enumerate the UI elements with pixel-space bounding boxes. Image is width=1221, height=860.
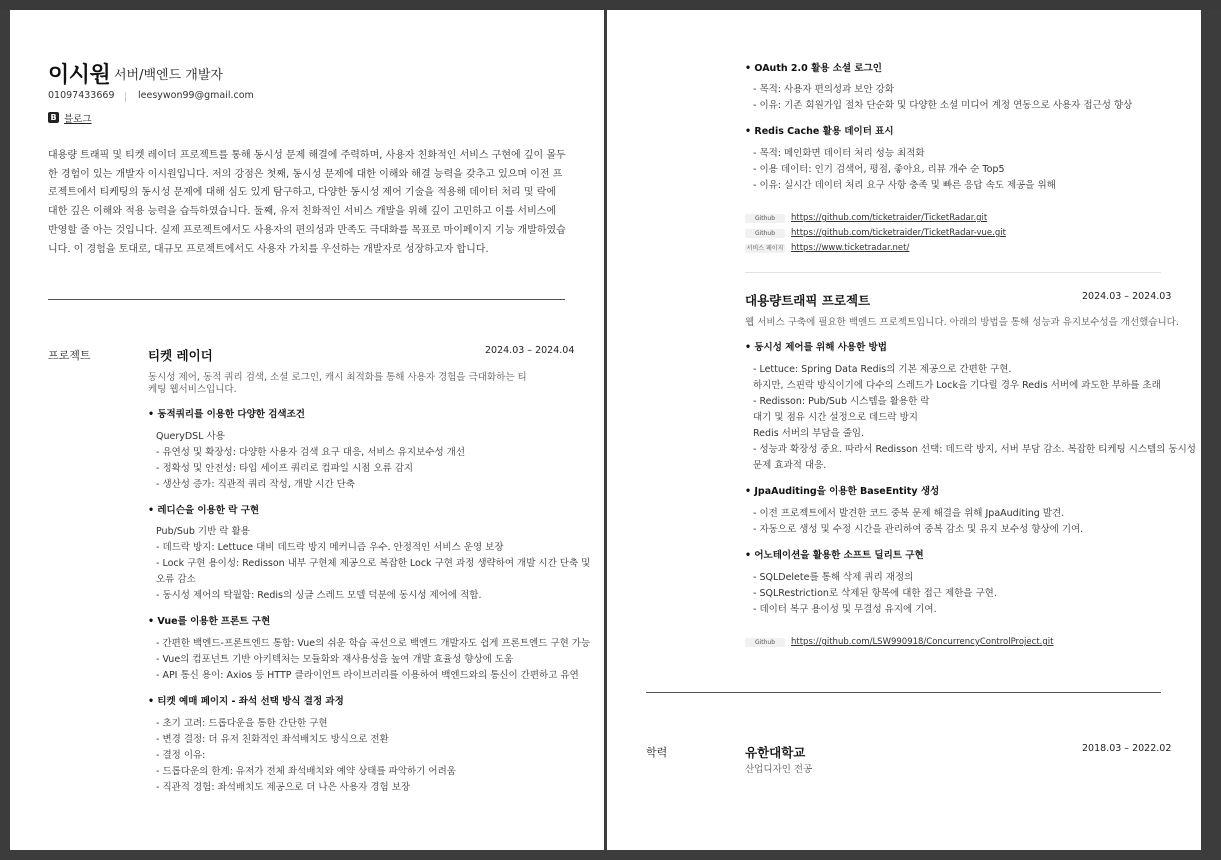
blog-link[interactable]: 블로그 [64, 114, 92, 125]
section-divider [646, 692, 1161, 693]
feature-line: Pub/Sub 기반 락 활용 [156, 526, 250, 537]
feature-line: - Lock 구현 용이성: Redisson 내부 구현체 제공으로 복잡한 Lock 구현 과정 생략하여 개발 시간 단축 및 [156, 558, 591, 569]
feature-line: - 목적: 사용자 편의성과 보안 강화 [753, 84, 895, 95]
feature-line: - 드롭다운의 한계: 유저가 전체 좌석배치와 예약 상태를 파악하기 어려움 [156, 766, 456, 777]
feature-line: - 직관적 경험: 좌석배치도 제공으로 더 나은 사용자 경험 보장 [156, 782, 411, 793]
feature-line: - 간편한 백엔드-프론트엔드 통합: Vue의 쉬운 학습 곡선으로 백엔드 개발자도 쉽게 프론트엔드 구현 가능 [156, 638, 591, 649]
feature-heading: • 동시성 제어를 위해 사용한 방법 [745, 342, 887, 353]
feature-line: - 동시성 제어의 탁월함: Redis의 싱글 스레드 모델 덕분에 동시성 제어에 적합. [156, 590, 482, 601]
feature-line: - 결정 이유: [156, 750, 206, 761]
feature-heading: • 동적쿼리를 이용한 다양한 검색조건 [148, 409, 305, 420]
profile-email[interactable]: leesywon99@gmail.com [138, 90, 254, 101]
feature-line: - 이용 데이터: 인기 검색어, 평점, 좋아요, 리뷰 개수 순 Top5 [753, 164, 1005, 175]
profile-phone: 01097433669 [48, 90, 115, 101]
feature-heading: • Redis Cache 활용 데이터 표시 [745, 126, 894, 137]
project-date: 2024.03 – 2024.03 [1082, 291, 1172, 302]
feature-heading: • JpaAuditing을 이용한 BaseEntity 생성 [745, 486, 940, 497]
feature-line: 하지만, 스핀락 방식이기에 다수의 스레드가 Lock을 기다릴 경우 Redis 서버에 과도한 부하를 초래 [753, 380, 1161, 391]
feature-heading: • OAuth 2.0 활용 소셜 로그인 [745, 63, 882, 74]
project-description: 동시성 제어, 동적 쿼리 검색, 소셜 로그인, 캐시 최적화를 통해 사용자 경험을 극대화하는 티케팅 웹서비스입니다. [148, 372, 527, 395]
project-description: 웹 서비스 구축에 필요한 백엔드 프로젝트입니다. 아래의 방법을 통해 성능과 유지보수성을 개선했습니다. [745, 317, 1179, 328]
resume-page-1 [10, 10, 604, 850]
section-divider [48, 299, 565, 300]
feature-line: 대기 및 점유 시간 설정으로 데드락 방지 [753, 412, 918, 423]
feature-heading: • 티켓 예매 페이지 - 좌석 선택 방식 결정 과정 [148, 696, 344, 707]
section-label-education: 학력 [646, 746, 668, 759]
feature-line: QueryDSL 사용 [156, 431, 225, 442]
feature-line: 문제 효과적 대응. [753, 460, 827, 471]
link-tag: 서비스 페이지 [746, 245, 784, 252]
link-tag: Github [745, 638, 785, 647]
profile-name: 이시원 [48, 63, 111, 88]
feature-line: - SQLRestriction로 삭제된 항목에 대한 접근 제한을 구현. [753, 588, 997, 599]
feature-line: - 변경 결정: 더 유저 친화적인 좌석배치도 방식으로 전환 [156, 734, 389, 745]
feature-line: - Redisson: Pub/Sub 시스템을 활용한 락 [753, 396, 930, 407]
project-date: 2024.03 – 2024.04 [485, 345, 575, 356]
feature-heading: • 어노테이션을 활용한 소프트 딜리트 구현 [745, 550, 924, 561]
project-divider [745, 272, 1161, 273]
section-label-projects: 프로젝트 [48, 349, 91, 362]
feature-line: - 이유: 실시간 데이터 처리 요구 사항 충족 및 빠른 응답 속도 제공을 위해 [753, 180, 1056, 191]
feature-line: - 데이터 복구 용이성 및 무결성 유지에 기여. [753, 604, 937, 615]
feature-line: 오류 감소 [156, 574, 196, 585]
link-tag: Github [745, 214, 785, 223]
feature-line: - Lettuce: Spring Data Redis의 기본 제공으로 간편한 구현. [753, 364, 1012, 375]
feature-line: - 이유: 기존 회원가입 절차 단순화 및 다양한 소셜 미디어 계정 연동으로 사용자 접근성 향상 [753, 100, 1133, 111]
feature-line: - 정확성 및 안전성: 타입 세이프 쿼리로 컴파일 시점 오류 감지 [156, 463, 414, 474]
feature-line: - 목적: 메인화면 데이터 처리 성능 최적화 [753, 148, 925, 159]
feature-line: - 이전 프로젝트에서 발견한 코드 중복 문제 해결을 위해 JpaAuditing 발견. [753, 508, 1065, 519]
profile-role: 서버/백엔드 개발자 [114, 68, 223, 83]
viewer-top-bar [0, 0, 1221, 10]
link-tag: Github [745, 229, 785, 238]
feature-line: - 자동으로 생성 및 수정 시간을 관리하여 중복 감소 및 유지 보수성 향상에 기여. [753, 524, 1084, 535]
feature-line: Redis 서버의 부담을 줄임. [753, 428, 865, 439]
feature-line: - 데드락 방지: Lettuce 대비 데드락 방지 메커니즘 우수. 안정적인 서비스 운영 보장 [156, 542, 504, 553]
feature-heading: • Vue를 이용한 프론트 구현 [148, 616, 271, 627]
education-date: 2018.03 – 2022.02 [1082, 743, 1172, 754]
contact-divider [125, 92, 126, 102]
blog-icon: B [48, 112, 59, 123]
feature-line: - 유연성 및 확장성: 다양한 사용자 검색 요구 대응, 서비스 유지보수성 개선 [156, 447, 465, 458]
intro-paragraph: 대용량 트래픽 및 티켓 레이더 프로젝트를 통해 동시성 문제 해결에 주력하며, 사용자 친화적인 서비스 구현에 깊이 몰두한 경험이 있는 개발자 이시원입니다. 저의 강점은 첫째, 동시성 문제에 대한 이해와 해결 능력을 갖추고 있으며 이전 프로젝트에서 티케팅의 동시성 문제에 대해 심도 있게 탐구하고, 다양한 동시성 제어 기술을 적용해 데이터 처리 및 락에 대한 깊은 이해와 적용 능력을 습득하였습니다. 둘째, 유저 친화적인 서비스 개발을 위해 깊이 고민하고 이를 서비스에 반영할 줄 아는 것입니다. 실제 프로젝트에서도 사용자의 편의성과 만족도 극대화를 목표로 마이페이지 기능 개발하였습니다. 이 경험을 토대로, 대규모 프로젝트에서도 사용자 가치를 우선하는 개발자로 성장하고자 합니다. [48, 150, 566, 255]
feature-line: - 생산성 증가: 직관적 쿼리 작성, 개발 시간 단축 [156, 479, 355, 490]
project-title: 대용량트래픽 프로젝트 [745, 293, 871, 308]
feature-heading: • 레디슨을 이용한 락 구현 [148, 505, 260, 516]
feature-line: - SQLDelete를 통해 삭제 쿼리 재정의 [753, 572, 914, 583]
school-name: 유한대학교 [745, 745, 806, 760]
github-link[interactable]: https://github.com/ticketraider/TicketRadar.git [791, 213, 988, 223]
github-link[interactable]: https://github.com/ticketraider/TicketRadar-vue.git [791, 228, 1006, 238]
feature-line: - 초기 고려: 드롭다운을 통한 간단한 구현 [156, 718, 328, 729]
feature-line: - Vue의 컴포넌트 기반 아키텍처는 모듈화와 재사용성을 높여 개발 효율성 향상에 도움 [156, 654, 514, 665]
project-title: 티켓 레이더 [148, 348, 213, 363]
service-page-link[interactable]: https://www.ticketradar.net/ [791, 243, 910, 253]
feature-line: - API 통신 용이: Axios 등 HTTP 클라이언트 라이브러리를 이용하여 백엔드와의 통신이 간편하고 유연 [156, 670, 579, 681]
education-major: 산업디자인 전공 [745, 764, 813, 775]
feature-line: - 성능과 확장성 중요. 따라서 Redisson 선택: 데드락 방지, 서버 부담 감소. 복잡한 티케팅 시스템의 동시성 [753, 444, 1196, 455]
resume-page-2 [607, 10, 1201, 850]
github-link[interactable]: https://github.com/LSW990918/ConcurrencyControlProject.git [791, 637, 1054, 647]
